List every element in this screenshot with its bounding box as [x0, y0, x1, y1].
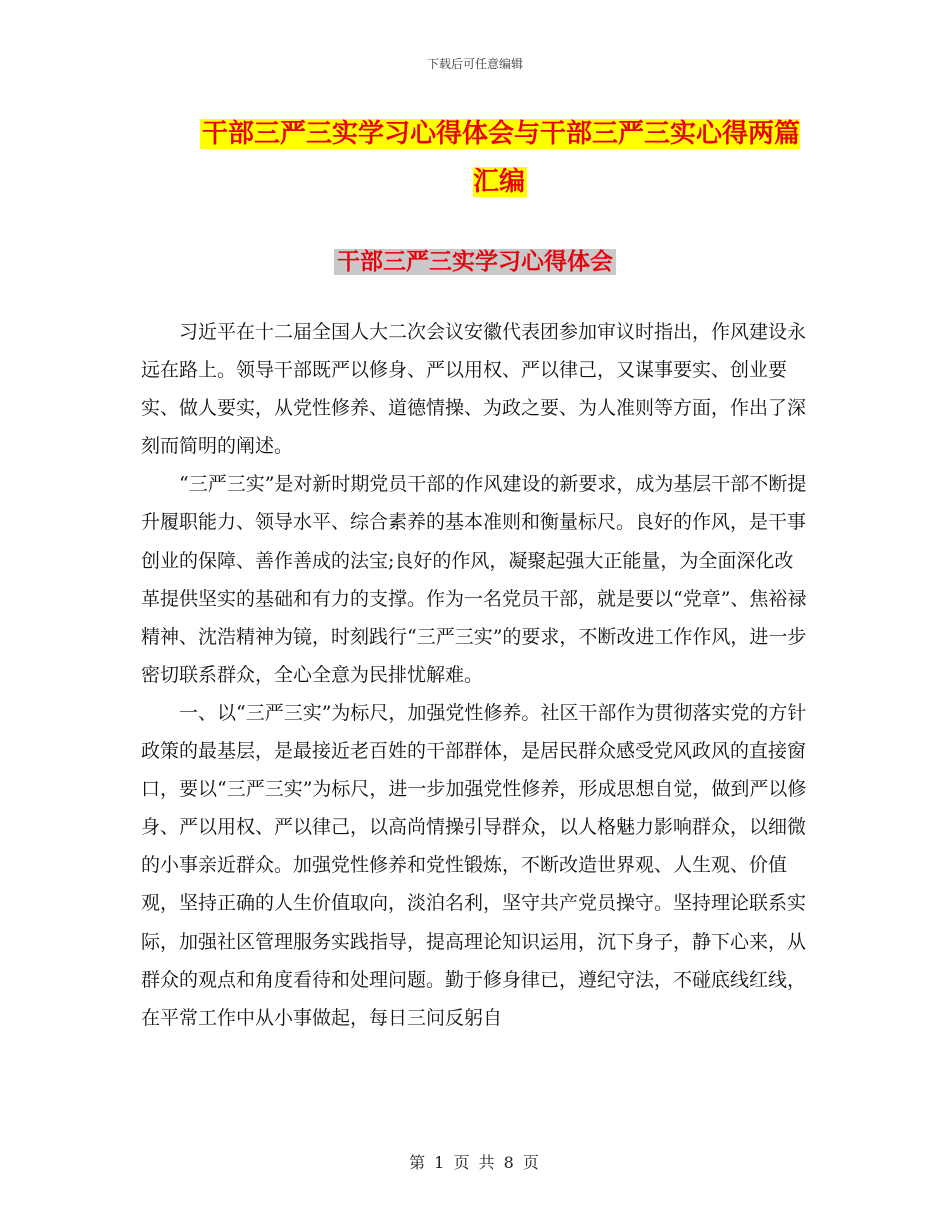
page-number: 第 1 页 共 8 页	[409, 1153, 541, 1172]
document-title	[190, 110, 810, 206]
section-title	[0, 245, 950, 279]
paragraph: “三严三实”是对新时期党员干部的作风建设的新要求，成为基层干部不断提升履职能力、领导水平、综合素养的基本准则和衡量标尺。良好的作风，是干事创业的保障、善作善成的法宝;良好的作风，凝聚起强大正能量，为全面深化改革提供坚实的基础和有力的支撑。作为一名党员干部，就是要以“党章”、焦裕禄精神、沈浩精神为镜，时刻践行“三严三实”的要求，不断改进工作作风，进一步密切联系群众，全心全意为民排忧解难。	[141, 473, 807, 686]
header-note: 下载后可任意编辑	[426, 57, 523, 71]
document-title-text: 干部三严三实学习心得体会与干部三严三实心得两篇汇编	[201, 119, 800, 197]
section-title-text: 干部三严三实学习心得体会	[334, 249, 616, 275]
paragraph: 习近平在十二届全国人大二次会议安徽代表团参加审议时指出，作风建设永远在路上。领导干部既严以修身、严以用权、严以律己，又谋事要实、创业要实、做人要实，从党性修养、道德情操、为政之要、为人准则等方面，作出了深刻而简明的阐述。	[141, 321, 807, 458]
paragraph: 一、以“三严三实”为标尺，加强党性修养。社区干部作为贯彻落实党的方针政策的最基层，是最接近老百姓的干部群体，是居民群众感受党风政风的直接窗口，要以“三严三实”为标尺，进一步加强党性修养，形成思想自觉，做到严以修身、严以用权、严以律己，以高尚情操引导群众，以人格魅力影响群众，以细微的小事亲近群众。加强党性修养和党性锻炼，不断改造世界观、人生观、价值观，坚持正确的人生价值取向，淡泊名利，坚守共产党员操守。坚持理论联系实际，加强社区管理服务实践指导，提高理论知识运用，沉下身子，静下心来，从群众的观点和角度看待和处理问题。勤于修身律已，遵纪守法，不碰底线红线，在平常工作中从小事做起，每日三问反躬自	[141, 701, 807, 1029]
body-text	[141, 313, 811, 1037]
